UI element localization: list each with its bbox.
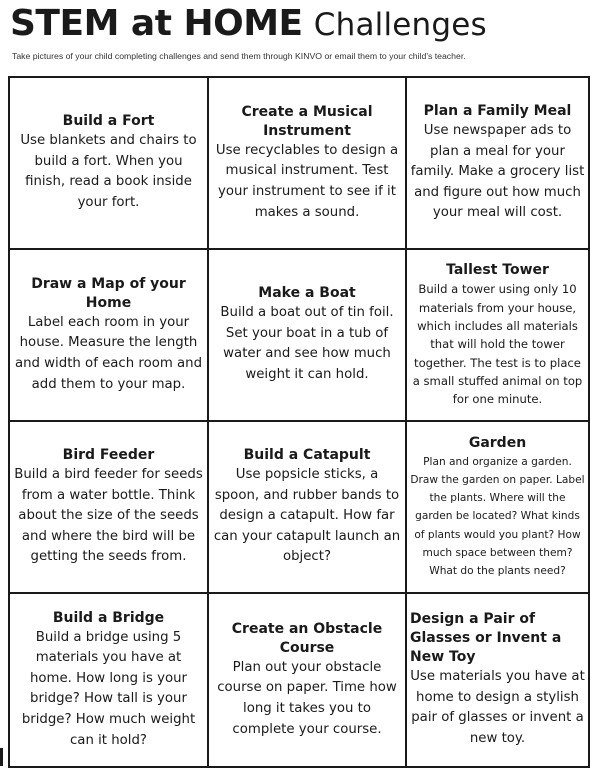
challenge-cell-map-of-home	[10, 250, 209, 422]
challenge-cell-build-a-fort	[10, 78, 209, 250]
scan-edge-mark	[0, 748, 3, 766]
challenge-title: Draw a Map of your Home	[31, 275, 186, 311]
challenge-title: Build a Bridge	[52, 609, 165, 626]
challenge-description: Plan out your obstacle course on paper. Time how long it takes you to complete your course.	[217, 659, 397, 737]
challenge-title: Build a Catapult	[243, 447, 371, 464]
challenge-description: Use recyclables to design a musical instrument. Test your instrument to see if it makes a sound.	[215, 142, 399, 220]
challenge-cell-make-a-boat	[209, 250, 407, 422]
challenge-title: Make a Boat	[258, 285, 356, 302]
challenge-description: Build a bridge using 5 materials you have at home. How long is your bridge? How tall is your bridge? How much weight can it hold?	[21, 629, 196, 748]
challenge-description: Use newspaper ads to plan a meal for your family. Make a grocery list and figure out how much your meal will cost.	[410, 122, 585, 221]
challenge-title: Plan a Family Meal	[423, 103, 572, 120]
challenge-title: Create a Musical Instrument	[241, 103, 373, 139]
challenge-cell-obstacle-course	[209, 594, 407, 766]
challenge-title: Create an Obstacle Course	[231, 620, 383, 656]
challenge-description: Build a bird feeder for seeds from a water bottle. Think about the size of the seeds and where the bird will be getting the seeds from.	[14, 466, 203, 565]
challenge-cell-build-a-bridge	[10, 594, 209, 766]
challenge-cell-tallest-tower	[407, 250, 588, 422]
title-light: Challenges	[313, 7, 487, 43]
challenge-description: Build a tower using only 10 materials from your house, which includes all materials that will hold the tower together. The test is to place a small stuffed animal on top for one minute.	[412, 282, 583, 407]
challenge-title: Build a Fort	[62, 113, 155, 130]
challenge-title: Garden	[468, 434, 527, 451]
challenge-description: Use blankets and chairs to build a fort. When you finish, read a book inside your fort.	[20, 133, 197, 211]
challenge-description: Use materials you have at home to design a stylish pair of glasses or invent a new toy.	[410, 669, 585, 746]
challenge-description: Build a boat out of tin foil. Set your boat in a tub of water and see how much weight it can hold.	[220, 305, 394, 383]
challenge-cell-glasses-or-toy	[407, 594, 588, 766]
challenge-title: Tallest Tower	[446, 262, 549, 279]
challenge-title: Design a Pair of Glasses or Invent a New Toy	[410, 611, 562, 666]
challenge-description: Label each room in your house. Measure the length and width of each room and add them to your map.	[14, 314, 203, 392]
challenge-cell-garden	[407, 422, 588, 594]
challenge-title: Bird Feeder	[62, 447, 155, 464]
challenge-grid	[8, 76, 590, 768]
challenge-cell-bird-feeder	[10, 422, 209, 594]
instructions-subtitle: Take pictures of your child completing challenges and send them through KINVO or email them to your child's teacher.	[12, 51, 466, 61]
challenge-description: Use popsicle sticks, a spoon, and rubber bands to design a catapult. How far can your catapult launch an object?	[213, 466, 401, 565]
challenge-cell-family-meal	[407, 78, 588, 250]
challenge-cell-catapult	[209, 422, 407, 594]
challenge-description: Plan and organize a garden. Draw the garden on paper. Label the plants. Where will the garden be located? What kinds of plants would you plant? How much space between them? What do the plants need?	[410, 455, 585, 577]
page-title	[10, 3, 487, 44]
challenge-cell-musical-instrument	[209, 78, 407, 250]
title-bold: STEM at HOME	[10, 3, 303, 44]
